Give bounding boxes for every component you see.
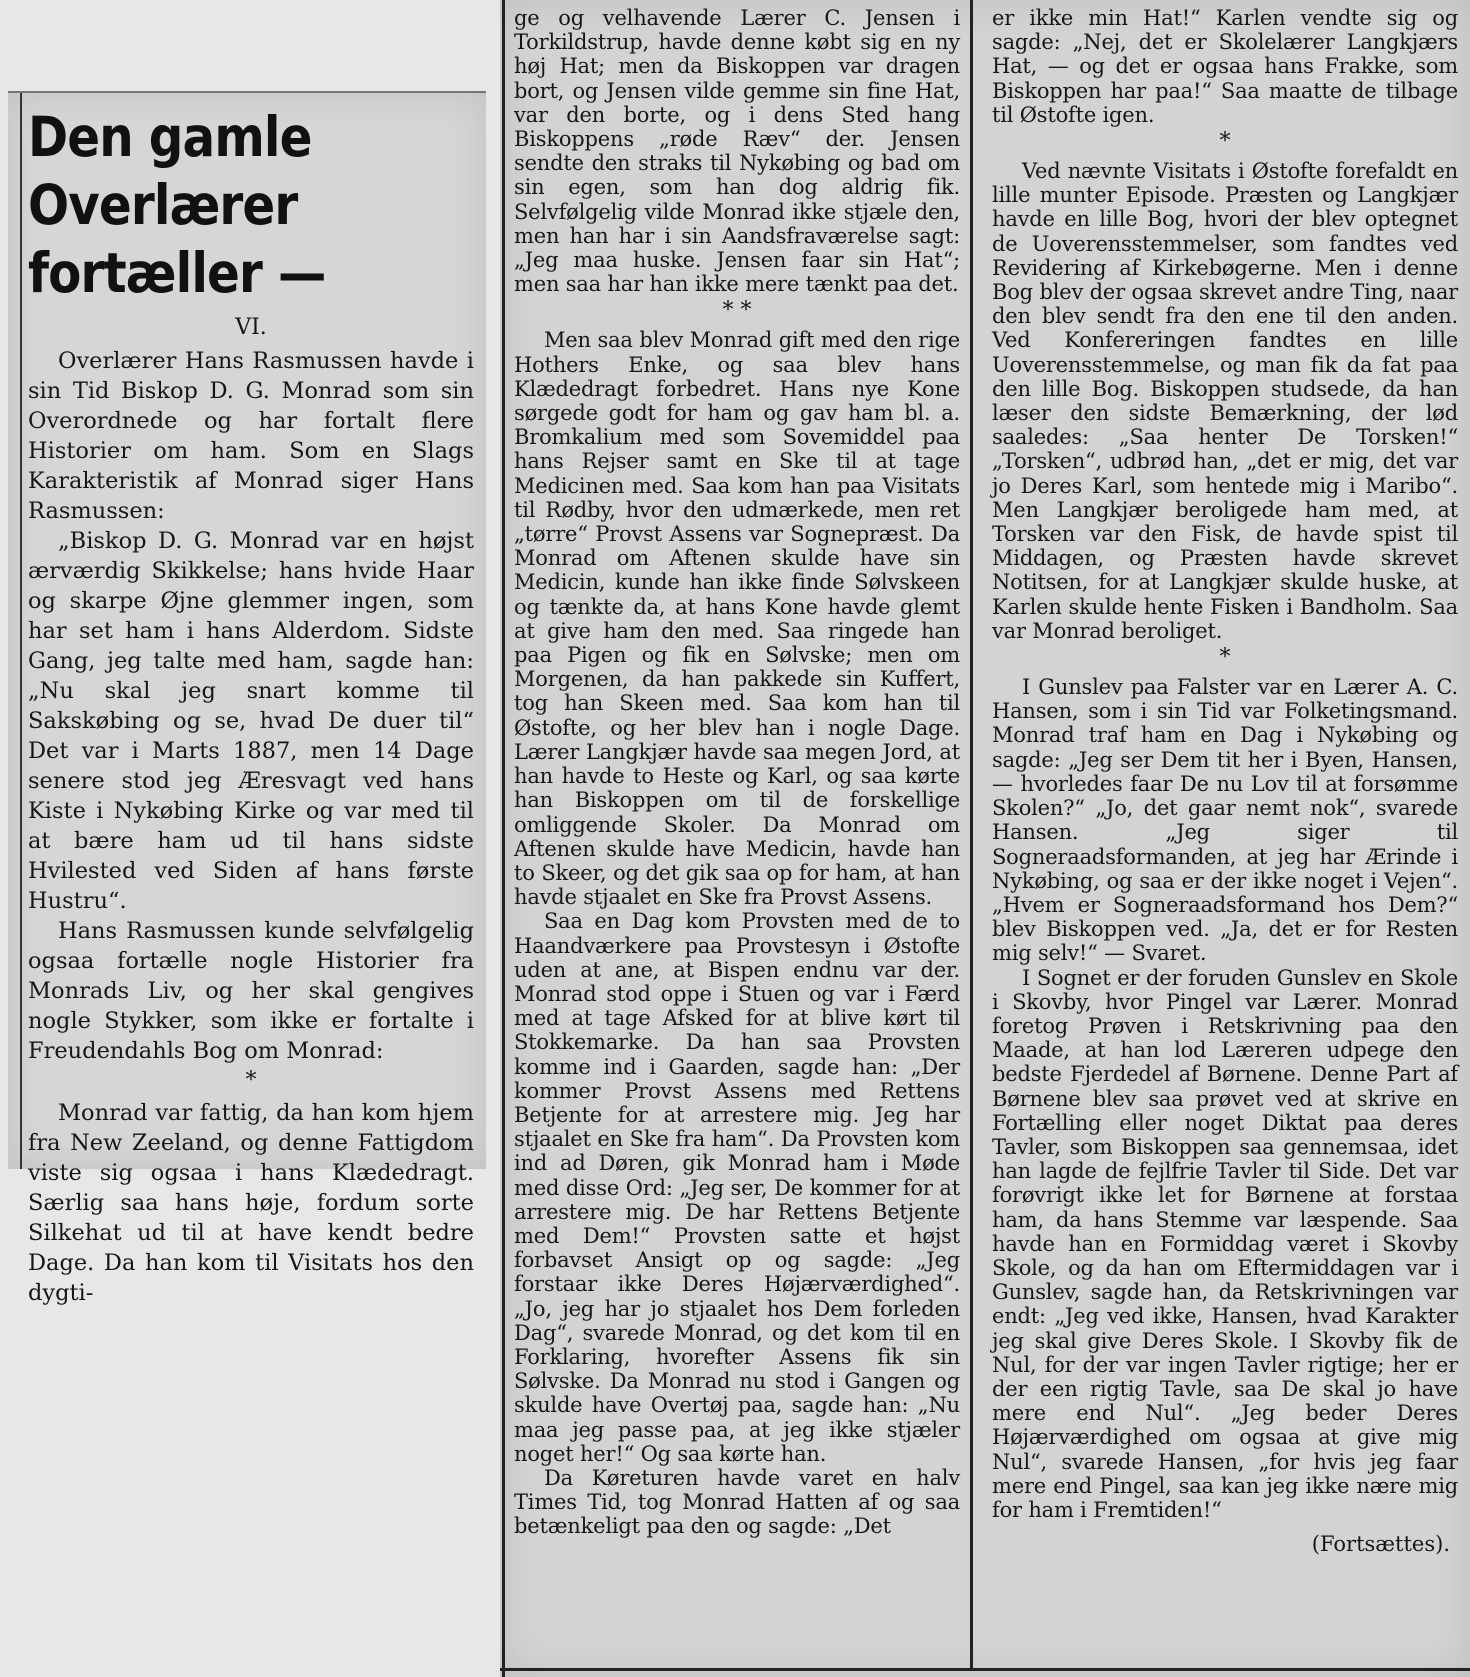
- paragraph: Da Køreturen havde varet en halv Times Tid, tog Monrad Hatten af og saa betænkeligt paa den og sagde: „Det: [514, 1465, 960, 1539]
- part-number: VI.: [235, 315, 267, 340]
- section-separator: * *: [722, 298, 752, 324]
- clipping-right: [500, 0, 1470, 1677]
- paragraph: Ved nævnte Visitats i Østofte forefaldt en lille munter Episode. Præsten og Langkjær havde en lille Bog, hvori der blev optegnet de Uoverensstemmelser, som fandtes ved Revidering af Kirkebøgerne. Men i denne Bog blev der ogsaa skrevet andre Ting, naar den blev sendt fra den ene til den anden. Ved Konfereringen fandtes en lille Uoverensstemmelse, og man fik da fat paa den lille Bog. Biskoppen studsede, da han læser den sidste Bemærkning, der lød saaledes: „Saa henter De Torsken!“ „Torsken“, udbrød han, „det er mig, det var jo Deres Karl, som hentede mig i Maribo“. Men Langkjær beroligede ham med, at Torsken var den Fisk, de havde spist til Middagen, og Præsten havde skrevet Notitsen, for at Langkjær skulde huske, at Karlen skulde hente Fisken i Bandholm. Saa var Monrad beroliget.: [992, 159, 1458, 643]
- paragraph: ge og velhavende Lærer C. Jensen i Torkildstrup, havde denne købt sig en ny høj Hat; men da Biskoppen var dragen bort, og Jensen vilde gemme sin fine Hat, var den borte, og i dens Sted hang Biskoppens „røde Ræv“ der. Jensen sendte den straks til Nykøbing og bad om sin egen, som han dog aldrig fik. Selvfølgelig vilde Monrad ikke stjæle den, men han har i sin Aandsfraværelse sagt: „Jeg maa huske. Jensen faar sin Hat“; men saa har han ikke mere tænkt paa det.: [514, 6, 960, 297]
- column-middle: [508, 6, 966, 1666]
- continued-note: (Fortsættes).: [1311, 1532, 1450, 1557]
- column-right: [980, 6, 1464, 1666]
- paragraph: er ikke min Hat!“ Karlen vendte sig og sagde: „Nej, det er Skolelærer Langkjærs Hat, — og det er ogsaa hans Frakke, som Biskoppen har paa!“ Saa maatte de tilbage til Østofte igen.: [992, 6, 1458, 127]
- headline: Den gamle Overlærer fortæller —: [28, 105, 326, 305]
- paragraph: Hans Rasmussen kunde selvfølgelig ogsaa fortælle nogle Historier fra Monrads Liv, og her skal gengives nogle Stykker, som ikke er fortalte i Freudendahls Bog om Monrad:: [28, 918, 474, 1064]
- paragraph: „Biskop D. G. Monrad var en højst ærværdig Skikkelse; hans hvide Haar og skarpe Øjne glemmer ingen, som har set ham i hans Alderdom. Sidste Gang, jeg talte med ham, sagde han: „Nu skal jeg snart komme til Sakskøbing og se, hvad De duer til“ Det var i Marts 1887, men 14 Dage senere stod jeg Æresvagt ved hans Kiste i Nykøbing Kirke og var med til at bære ham ud til hans sidste Hvilested ved Siden af hans første Hustru“.: [28, 528, 474, 914]
- section-separator: *: [1219, 129, 1231, 155]
- column-rule: [970, 0, 973, 1670]
- paragraph: Monrad var fattig, da han kom hjem fra New Zeeland, og denne Fattigdom viste sig ogsaa i hans Klædedragt. Særlig saa hans høje, fordum sorte Silkehat ud til at have kendt bedre Dage. Da han kom til Visitats hos den dygti-: [28, 1100, 474, 1306]
- column-left: [20, 93, 480, 1306]
- bottom-rule: [500, 1668, 1470, 1671]
- paragraph: Overlærer Hans Rasmussen havde i sin Tid Biskop D. G. Monrad som sin Overordnede og har fortalt flere Historier om ham. Som en Slags Karakteristik af Monrad siger Hans Rasmussen:: [28, 348, 474, 524]
- paragraph: Men saa blev Monrad gift med den rige Hothers Enke, og saa blev hans Klædedragt forbedret. Hans nye Kone sørgede godt for ham og gav ham bl. a. Bromkalium med som Sovemiddel paa hans Rejser samt en Ske til at tage Medicinen med. Saa kom han paa Visitats til Rødby, hvor den udmærkede, men ret „tørre“ Provst Assens var Sognepræst. Da Monrad om Aftenen skulde have sin Medicin, kunde han ikke finde Sølvskeen og tænkte da, at hans Kone havde glemt at give ham den med. Saa ringede han paa Pigen og fik en Sølvske; men om Morgenen, da han pakkede sin Kuffert, tog han Skeen med. Saa kom han til Østofte, og her blev han i nogle Dage. Lærer Langkjær havde saa megen Jord, at han havde to Heste og Karl, og saa kørte han Biskoppen om til de forskellige omliggende Skoler. Da Monrad om Aftenen skulde have Medicin, havde han to Skeer, og det gik saa op for ham, at han havde stjaalet en Ske fra Provst Assens.: [514, 328, 960, 910]
- column-rule: [502, 0, 505, 1677]
- paragraph: I Gunslev paa Falster var en Lærer A. C. Hansen, som i sin Tid var Folketingsmand. Monrad traf ham en Dag i Nykøbing og sagde: „Jeg ser Dem tit her i Byen, Hansen, — hvorledes faar De nu Lov til at forsømme Skolen?“ „Jo, det gaar nemt nok“, svarede Hansen. „Jeg siger til Sogneraadsformanden, at jeg har Ærinde i Nykøbing, og saa er der ikke noget i Vejen“. „Hvem er Sogneraadsformand hos Dem?“ blev Biskoppen ved. „Ja, det er for Resten mig selv!“ — Svaret.: [992, 675, 1458, 966]
- paragraph: I Sognet er der foruden Gunslev en Skole i Skovby, hvor Pingel var Lærer. Monrad foretog Prøven i Retskrivning paa den Maade, at han lod Læreren udpege den bedste Fjerdedel af Børnene. Denne Part af Børnene blev saa prøvet ved at skrive en Fortælling eller noget Diktat paa deres Tavler, som Biskoppen saa gennemsaa, idet han lagde de fejlfrie Tavler til Side. Det var forøvrigt ikke let for Børnene at forstaa ham, da hans Stemme var læspende. Saa havde han en Formiddag været i Skovby Skole, og da han om Eftermiddagen var i Gunslev, sagde han, da Retskrivningen var endt: „Jeg ved ikke, Hansen, hvad Karakter jeg skal give Deres Skole. I Skovby fik de Nul, for der var ingen Tavler rigtige; her er der een rigtig Tavle, saa De skal jo have mere end Nul“. „Jeg beder Deres Højærværdighed om ogsaa at give mig Nul“, svarede Hansen, „for hvis jeg faar mere end Pingel, saa kan jeg ikke nære mig for ham i Fremtiden!“: [992, 965, 1458, 1522]
- paragraph: Saa en Dag kom Provsten med de to Haandværkere paa Provstesyn i Østofte uden at ane, at Bispen endnu var der. Monrad stod oppe i Stuen og var i Færd med at tage Afsked for at blive kørt til Stokkemarke. Da han saa Provsten komme ind i Gaarden, sagde han: „Der kommer Provst Assens med Rettens Betjente for at arrestere mig. Jeg har stjaalet en Ske fra ham“. Da Provsten kom ind ad Døren, gik Monrad ham i Møde med disse Ord: „Jeg ser, De kommer for at arrestere mig. De har Rettens Betjente med Dem!“ Provsten satte et højst forbavset Ansigt op og sagde: „Jeg forstaar ikke Deres Højærværdighed“. „Jo, jeg har jo stjaalet hos Dem forleden Dag“, svarede Monrad, og det kom til en Forklaring, hvorefter Assens fik sin Sølvske. Da Monrad nu stod i Gangen og skulde have Overtøj paa, sagde han: „Nu maa jeg passe paa, at jeg ikke stjæler noget her!“ Og saa kørte han.: [514, 909, 960, 1466]
- section-separator: *: [1219, 645, 1231, 671]
- section-separator: *: [245, 1068, 257, 1093]
- clipping-left: [8, 91, 486, 1306]
